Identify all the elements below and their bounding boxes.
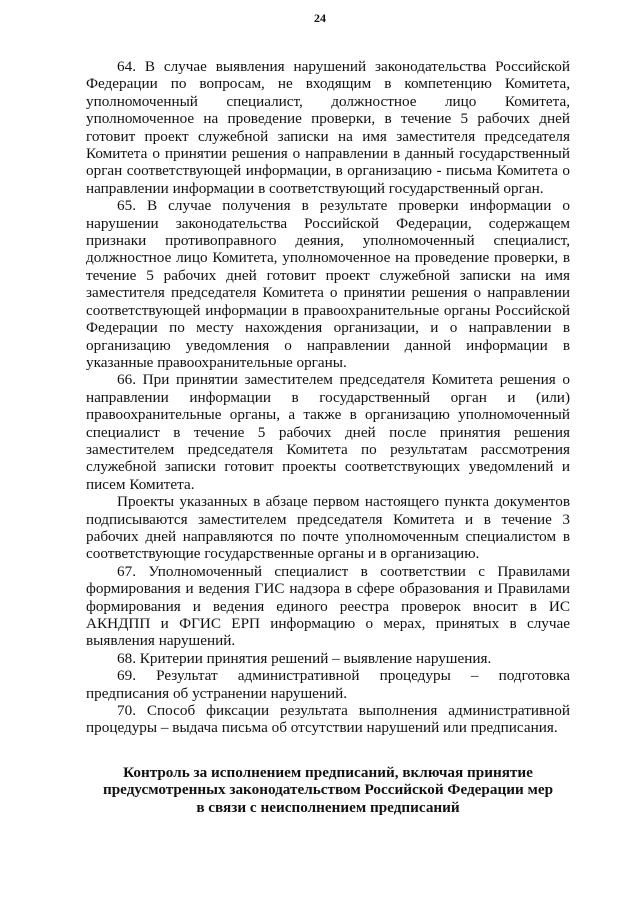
section-heading [86, 764, 570, 816]
paragraph-65: 65. В случае получения в результате проверки информации о нарушении законодательства Российской Федерации, содержащем признаки противоправного деяния, уполномоченный специалист, должностное лицо Комитета, уполномоченное на проведение проверки, в течение 5 рабочих дней готовит проект служебной записки на имя заместителя председателя Комитета о принятии решения о направлении соответствующей информации в правоохранительные органы Российской Федерации по месту нахождения организации, и о направлении в организацию уведомления о направлении данной информации в указанные правоохранительные органы. [86, 197, 570, 371]
document-body [86, 58, 570, 737]
paragraph-70: 70. Способ фиксации результата выполнения административной процедуры – выдача письма об отсутствии нарушений или предписания. [86, 702, 570, 737]
paragraph-67: 67. Уполномоченный специалист в соответствии с Правилами формирования и ведения ГИС надзора в сфере образования и Правилами формирования и ведения единого реестра проверок вносит в ИС АКНДПП и ФГИС ЕРП информацию о мерах, принятых в случае выявления нарушений. [86, 562, 570, 650]
section-heading-line-1: Контроль за исполнением предписаний, включая принятие [123, 764, 533, 781]
paragraph-69: 69. Результат административной процедуры – подготовка предписания об устранении нарушений. [86, 667, 570, 702]
page-number: 24 [314, 11, 326, 25]
paragraph-64: 64. В случае выявления нарушений законодательства Российской Федерации по вопросам, не входящим в компетенцию Комитета, уполномоченный специалист, должностное лицо Комитета, уполномоченное на проведение проверки, в течение 5 рабочих дней готовит проект служебной записки на имя заместителя председателя Комитета о принятии решения о направлении в данный государственный орган соответствующей информации, в организацию - письма Комитета о направлении информации в соответствующий государственный орган. [86, 58, 570, 197]
section-heading-line-3: в связи с неисполнением предписаний [196, 798, 460, 816]
paragraph-66: 66. При принятии заместителем председателя Комитета решения о направлении информации в государственный орган и (или) правоохранительные органы, а также в организацию уполномоченный специалист в течение 5 рабочих дней после принятия решения заместителем председателя Комитета по результатам рассмотрения служебной записки готовит проекты соответствующих уведомлений и писем Комитета. [86, 371, 570, 493]
section-heading-line-2: предусмотренных законодательством Российской Федерации мер [102, 781, 554, 799]
paragraph-68: 68. Критерии принятия решений – выявление нарушения. [117, 649, 492, 667]
paragraph-66-second: Проекты указанных в абзаце первом настоящего пункта документов подписываются заместителем председателя Комитета и в течение 3 рабочих дней направляются по почте уполномоченным специалистом в соответствующие государственные органы и в организацию. [86, 493, 570, 563]
